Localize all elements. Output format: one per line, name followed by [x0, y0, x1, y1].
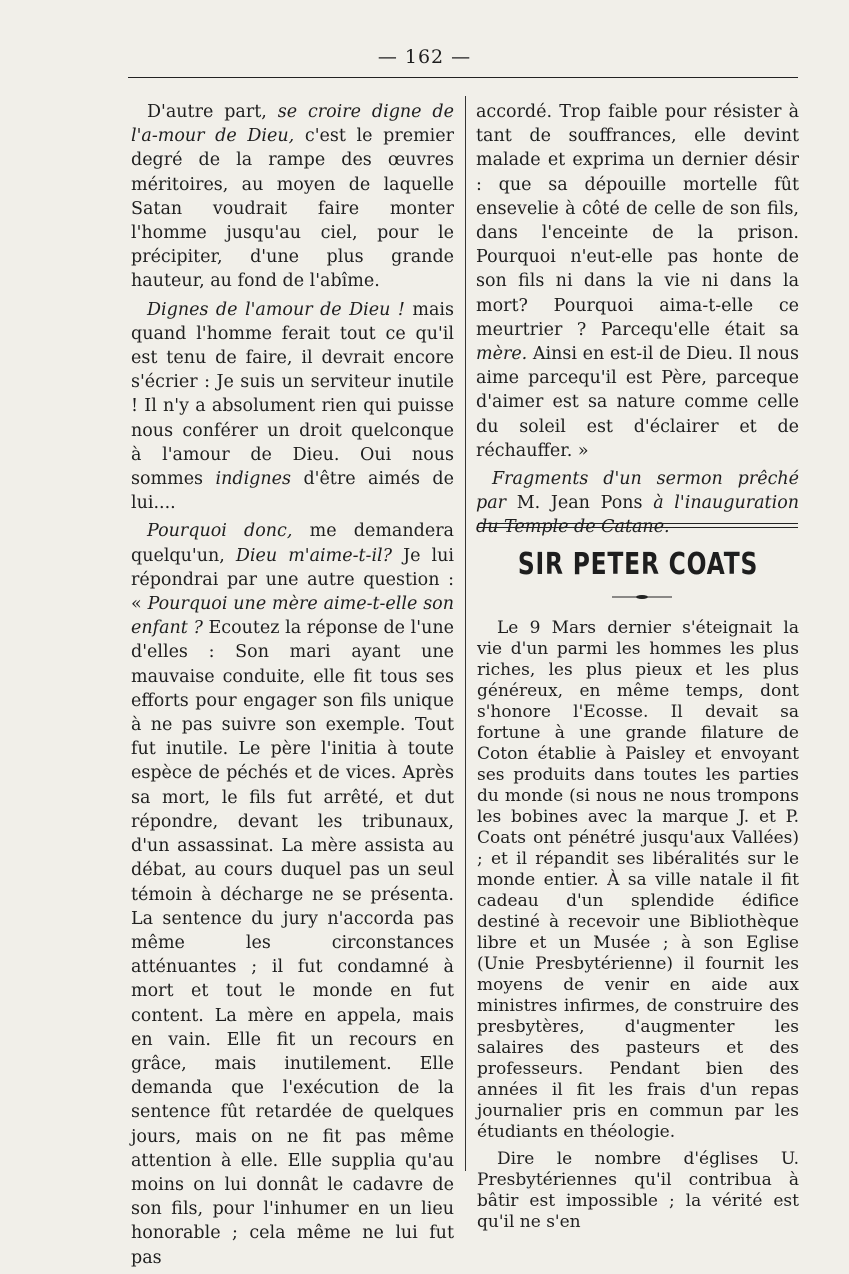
- emphasis: Pourquoi donc,: [147, 521, 293, 542]
- left-column: [131, 100, 454, 1274]
- paragraph-1: [131, 100, 454, 294]
- text: Je lui répondrai par une autre question : «: [131, 545, 454, 615]
- text: me demandera quelqu'un,: [131, 521, 454, 566]
- source-attribution: [476, 467, 799, 540]
- text: accordé. Trop faible pour résister à tant de souffrances, elle devint malade et exprima un dernier désir : que sa dépouille mortelle fût ensevelie à côté de celle de son fils, dans l'enceinte de la prison. Pourquoi n'eut-elle pas honte de son fils ni dans la vie ni dans la mort? Pourquoi aima-t-elle ce meurtrier ? Parcequ'elle était sa: [476, 102, 799, 340]
- text: c'est le premier degré de la rampe des œuvres méritoires, au moyen de laquelle Satan voudrait faire monter l'homme jusqu'au ciel, pour le précipiter, d'une plus grande hauteur, au fond de l'abîme.: [131, 126, 454, 292]
- emphasis: mère.: [476, 344, 528, 365]
- right-column-sermon: [476, 100, 799, 544]
- text: Ainsi en est-il de Dieu. Il nous aime parcequ'il est Père, parceque d'aimer est sa nature comme celle du soleil est d'éclairer et de réchauffer. »: [476, 344, 799, 461]
- text: M. Jean Pons: [506, 493, 654, 514]
- emphasis: se croire digne de l'a-mour de Dieu,: [131, 102, 454, 147]
- paragraph-continued: [476, 100, 799, 463]
- article-paragraph-2: Dire le nombre d'églises U. Presbytériennes qu'il contribua à bâtir est impossible ; la vérité est qu'il ne s'en: [477, 1149, 799, 1232]
- page-number: — 162 —: [377, 46, 472, 68]
- emphasis: Dignes de l'amour de Dieu !: [147, 299, 405, 320]
- text: Fragments d'un sermon prêché par: [476, 469, 799, 514]
- article-title: SIR PETER COATS: [517, 547, 759, 582]
- right-column-article: [477, 618, 799, 1239]
- emphasis: Dieu m'aime-t-il?: [235, 545, 393, 566]
- article-paragraph-1: Le 9 Mars dernier s'éteignait la vie d'un parmi les hommes les plus riches, les plus pieux et les plus généreux, en même temps, dont s'honore l'Ecosse. Il devait sa fortune à une grande filature de Coton établie à Paisley et envoyant ses produits dans toutes les parties du monde (si nous ne nous trompons les bobines avec la marque J. et P. Coats ont pénétré jusqu'aux Vallées) ; et il répandit ses libéralités sur le monde entier. À sa ville natale il fit cadeau d'un splendide édifice destiné à recevoir une Bibliothèque libre et un Musée ; à son Eglise (Unie Presbytérienne) il fournit les moyens de venir en aide aux ministres infirmes, de construire des presbytères, d'augmenter les salaires des pasteurs et des professeurs. Pendant bien des années il fit les frais d'un repas journalier pris en commun par les étudiants en théologie.: [477, 618, 799, 1142]
- header-rule: [128, 77, 798, 78]
- text: mais quand l'homme ferait tout ce qu'il est tenu de faire, il devrait encore s'écrier : Je suis un serviteur inutile ! Il n'y a absolument rien qui puisse nous conférer un droit quelconque à l'amour de Dieu. Oui nous sommes: [131, 299, 455, 490]
- paragraph-2: [131, 298, 454, 516]
- emphasis: Pourquoi une mère aime-t-elle son enfant ?: [131, 594, 454, 639]
- text: Ecoutez la réponse de l'une d'elles : Son mari ayant une mauvaise conduite, elle fit tous ses efforts pour engager son fils unique à ne pas suivre son exemple. Tout fut inutile. Le père l'initia à toute espèce de péchés et de vices. Après sa mort, le fils fut arrêté, et dut répondre, devant les tribunaux, d'un assassinat. La mère assista au débat, au cours duquel pas un seul témoin à décharge ne se présenta. La sentence du jury n'accorda pas même les circonstances atténuantes ; il fut condamné à mort et tout le monde en fut content. La mère en appela, mais en vain. Elle fit un recours en grâce, mais inutilement. Elle demanda que l'exécution de la sentence fût retardée de quelques jours, mais on ne fit pas même attention à elle. Elle supplia qu'au moins on lui donnât le cadavre de son fils, pour l'inhumer en un lieu honorable ; cela même ne lui fut pas: [131, 618, 454, 1268]
- text: D'autre part,: [147, 102, 278, 122]
- text: d'être aimés de lui....: [131, 469, 454, 514]
- section-divider: [478, 523, 798, 528]
- ornament-dash: [612, 594, 672, 600]
- column-divider: [465, 96, 466, 1171]
- emphasis: indignes: [215, 469, 291, 490]
- paragraph-3: [131, 519, 454, 1269]
- text: à l'inauguration du Temple de Catane.: [476, 493, 799, 538]
